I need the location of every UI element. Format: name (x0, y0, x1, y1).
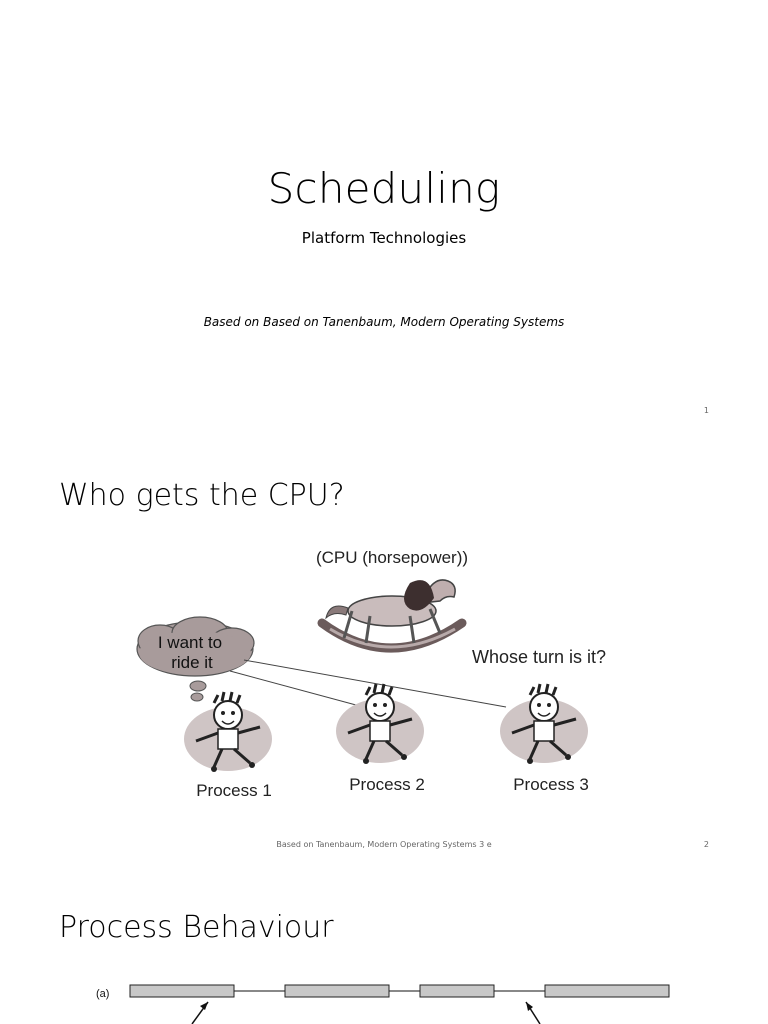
whose-turn-question: Whose turn is it? (471, 647, 607, 667)
process-2-figure-icon (336, 684, 424, 764)
diagram-label: (a) (96, 988, 110, 1000)
process-3-figure-icon (500, 684, 588, 764)
cpu-burst-bar (545, 985, 669, 997)
rocking-horse-icon (322, 580, 462, 648)
cpu-burst-bar (285, 985, 389, 997)
arrow-icon (526, 1002, 540, 1024)
thought-line-1: I want to (157, 633, 223, 652)
process-1-figure-icon (184, 692, 272, 772)
page-number: 1 (703, 406, 709, 415)
process-3-label: Process 3 (513, 775, 589, 794)
slide-who-gets-cpu (0, 433, 768, 866)
cpu-burst-bar (130, 985, 234, 997)
thought-cloud (137, 617, 254, 701)
slide-subtitle: Platform Technologies (301, 229, 467, 247)
slide-heading: Who gets the CPU? (59, 478, 345, 513)
cpu-illustration (0, 433, 768, 866)
cpu-burst-diagram (0, 866, 768, 1024)
cpu-burst-bar (420, 985, 494, 997)
slide-title (0, 0, 768, 433)
slide-footer: Based on Tanenbaum, Modern Operating Systems 3 e (276, 840, 492, 849)
arrow-icon (192, 1002, 208, 1024)
thought-line-2: ride it (171, 653, 213, 672)
cpu-label: (CPU (horsepower)) (315, 548, 469, 567)
page-number: 2 (703, 840, 709, 849)
slide-title-heading: Scheduling (267, 164, 501, 213)
slide-heading: Process Behaviour (59, 910, 334, 945)
connector-line (230, 671, 356, 705)
process-2-label: Process 2 (349, 775, 425, 794)
slide-process-behaviour (0, 866, 768, 1024)
process-1-label: Process 1 (196, 781, 272, 800)
source-credit: Based on Based on Tanenbaum, Modern Operating Systems (203, 315, 565, 329)
